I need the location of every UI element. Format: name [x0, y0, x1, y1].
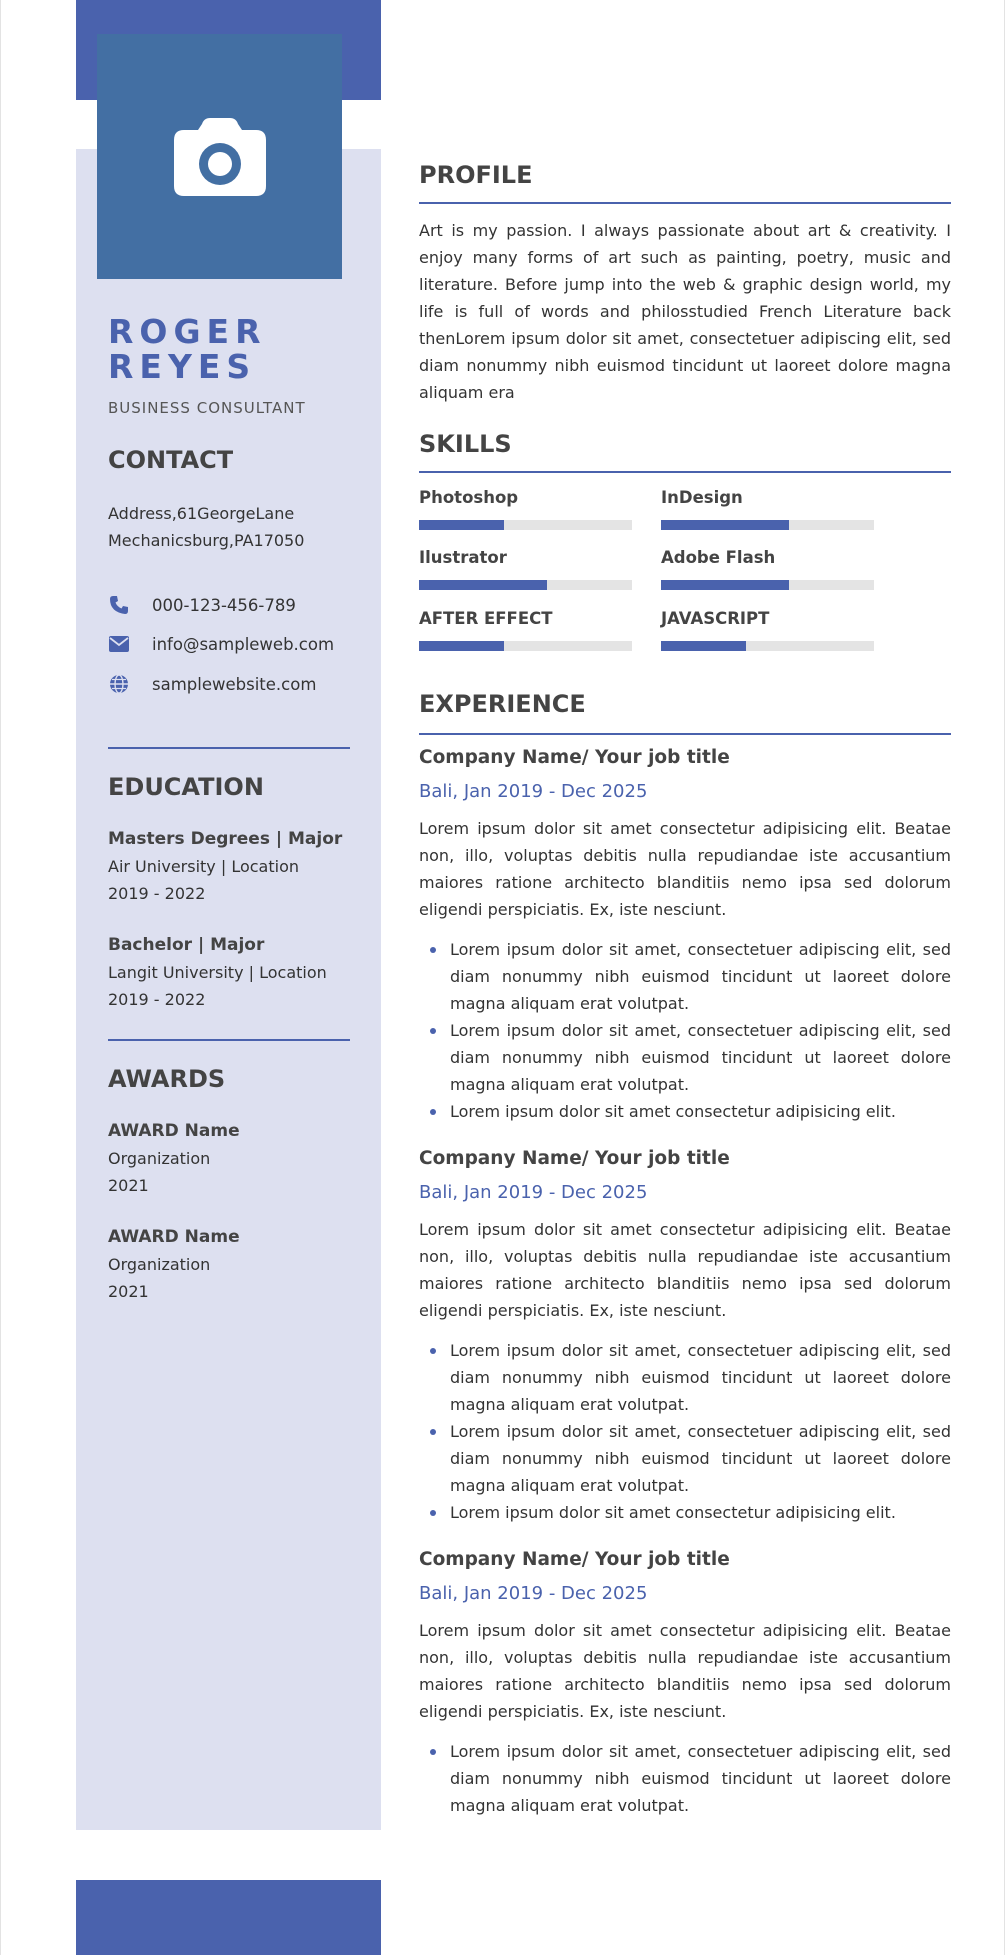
education-item — [108, 826, 350, 907]
skill-label: Adobe Flash — [661, 548, 776, 567]
job-role: BUSINESS CONSULTANT — [108, 399, 306, 417]
skill-bar — [661, 641, 874, 651]
experience-job — [419, 1549, 951, 1819]
job-bullets — [419, 1337, 951, 1526]
job-date: Bali, Jan 2019 - Dec 2025 — [419, 1583, 648, 1604]
email-row — [108, 633, 334, 655]
profile-heading-rule — [419, 202, 951, 204]
job-bullet: Lorem ipsum dolor sit amet, consectetuer adipiscing elit, sed diam nonummy nibh euismod tincidunt ut laoreet dolore magna aliquam erat volutpat. — [419, 1418, 951, 1499]
address-line-1: Address,61GeorgeLane — [108, 504, 295, 523]
email-text[interactable]: info@sampleweb.com — [152, 634, 335, 654]
education-years: 2019 - 2022 — [108, 990, 206, 1009]
website-row — [108, 673, 316, 695]
phone-icon — [108, 594, 130, 616]
award-name: AWARD Name — [108, 1227, 240, 1247]
experience-job — [419, 747, 951, 1125]
skill-bar — [419, 520, 632, 530]
phone-text[interactable]: 000-123-456-789 — [152, 595, 296, 615]
job-bullet: Lorem ipsum dolor sit amet, consectetuer adipiscing elit, sed diam nonummy nibh euismod tincidunt ut laoreet dolore magna aliquam erat volutpat. — [419, 1017, 951, 1098]
award-organization: Organization — [108, 1149, 211, 1168]
skills-heading-rule — [419, 471, 951, 473]
job-description: Lorem ipsum dolor sit amet consectetur adipisicing elit. Beatae non, illo, voluptas debitis nulla repudiandae iste accusantium maiores ratione architecto blanditiis nemo ipsa sed dolorum eligendi perspiciatis. Ex, iste nesciunt. — [419, 1220, 951, 1320]
job-bullet: Lorem ipsum dolor sit amet consectetur adipisicing elit. — [419, 1499, 951, 1526]
job-title: Company Name/ Your job title — [419, 1148, 730, 1169]
skill-bar-fill — [661, 641, 746, 651]
job-bullets — [419, 936, 951, 1125]
education-school: Air University | Location — [108, 857, 299, 876]
experience-heading: EXPERIENCE — [419, 690, 586, 718]
education-degree: Bachelor | Major — [108, 935, 265, 955]
skill-label: Ilustrator — [419, 548, 507, 567]
skill-bar-fill — [661, 520, 789, 530]
skill-bar-fill — [419, 520, 504, 530]
envelope-icon — [108, 633, 130, 655]
experience-job — [419, 1148, 951, 1526]
address — [108, 500, 350, 554]
education-heading: EDUCATION — [108, 773, 264, 801]
skill-bar — [661, 580, 874, 590]
website-text[interactable]: samplewebsite.com — [152, 674, 317, 694]
job-bullets — [419, 1738, 951, 1819]
experience-heading-rule — [419, 733, 951, 735]
profile-heading: PROFILE — [419, 161, 533, 189]
sidebar-divider — [108, 1039, 350, 1041]
skill-bar — [661, 520, 874, 530]
globe-icon — [108, 673, 130, 695]
award-item — [108, 1118, 350, 1199]
skill-bar-fill — [419, 641, 504, 651]
skill-label: AFTER EFFECT — [419, 609, 553, 628]
job-date: Bali, Jan 2019 - Dec 2025 — [419, 781, 648, 802]
skill-bar-fill — [661, 580, 789, 590]
awards-heading: AWARDS — [108, 1065, 226, 1093]
contact-heading: CONTACT — [108, 446, 234, 474]
job-title: Company Name/ Your job title — [419, 1549, 730, 1570]
camera-icon — [172, 116, 268, 198]
skill-bar — [419, 580, 632, 590]
profile-text: Art is my passion. I always passionate about art & creativity. I enjoy many forms of art such as painting, poetry, music and literature. Before jump into the web & graphic design world, my life is full of words and philosstudied French Literature back thenLorem ipsum dolor sit amet, consectetuer adipiscing elit, sed diam nonummy nibh euismod tincidunt ut laoreet dolore magna aliquam era — [419, 221, 951, 402]
award-year: 2021 — [108, 1176, 149, 1195]
award-year: 2021 — [108, 1282, 149, 1301]
skill-label: JAVASCRIPT — [661, 609, 770, 628]
bottom-accent-band — [76, 1880, 381, 1955]
job-title: Company Name/ Your job title — [419, 747, 730, 768]
award-name: AWARD Name — [108, 1121, 240, 1141]
address-line-2: Mechanicsburg,PA17050 — [108, 531, 305, 550]
person-name — [108, 314, 350, 384]
education-degree: Masters Degrees | Major — [108, 829, 343, 849]
skill-bar-fill — [419, 580, 547, 590]
name-last: REYES — [108, 347, 257, 386]
job-bullet: Lorem ipsum dolor sit amet, consectetuer adipiscing elit, sed diam nonummy nibh euismod tincidunt ut laoreet dolore magna aliquam erat volutpat. — [419, 1738, 951, 1819]
education-item — [108, 932, 350, 1013]
job-bullet: Lorem ipsum dolor sit amet, consectetuer adipiscing elit, sed diam nonummy nibh euismod tincidunt ut laoreet dolore magna aliquam erat volutpat. — [419, 1337, 951, 1418]
education-school: Langit University | Location — [108, 963, 327, 982]
job-bullet: Lorem ipsum dolor sit amet consectetur adipisicing elit. — [419, 1098, 951, 1125]
education-years: 2019 - 2022 — [108, 884, 206, 903]
award-organization: Organization — [108, 1255, 211, 1274]
job-date: Bali, Jan 2019 - Dec 2025 — [419, 1182, 648, 1203]
award-item — [108, 1224, 350, 1305]
job-description: Lorem ipsum dolor sit amet consectetur adipisicing elit. Beatae non, illo, voluptas debitis nulla repudiandae iste accusantium maiores ratione architecto blanditiis nemo ipsa sed dolorum eligendi perspiciatis. Ex, iste nesciunt. — [419, 1621, 951, 1721]
phone-row — [108, 594, 296, 616]
name-first: ROGER — [108, 312, 267, 351]
skill-label: Photoshop — [419, 488, 519, 507]
skills-heading: SKILLS — [419, 430, 512, 458]
profile-photo-placeholder[interactable] — [97, 34, 342, 279]
job-description: Lorem ipsum dolor sit amet consectetur adipisicing elit. Beatae non, illo, voluptas debitis nulla repudiandae iste accusantium maiores ratione architecto blanditiis nemo ipsa sed dolorum eligendi perspiciatis. Ex, iste nesciunt. — [419, 819, 951, 919]
job-bullet: Lorem ipsum dolor sit amet, consectetuer adipiscing elit, sed diam nonummy nibh euismod tincidunt ut laoreet dolore magna aliquam erat volutpat. — [419, 936, 951, 1017]
sidebar-divider — [108, 747, 350, 749]
skill-label: InDesign — [661, 488, 743, 507]
skill-bar — [419, 641, 632, 651]
